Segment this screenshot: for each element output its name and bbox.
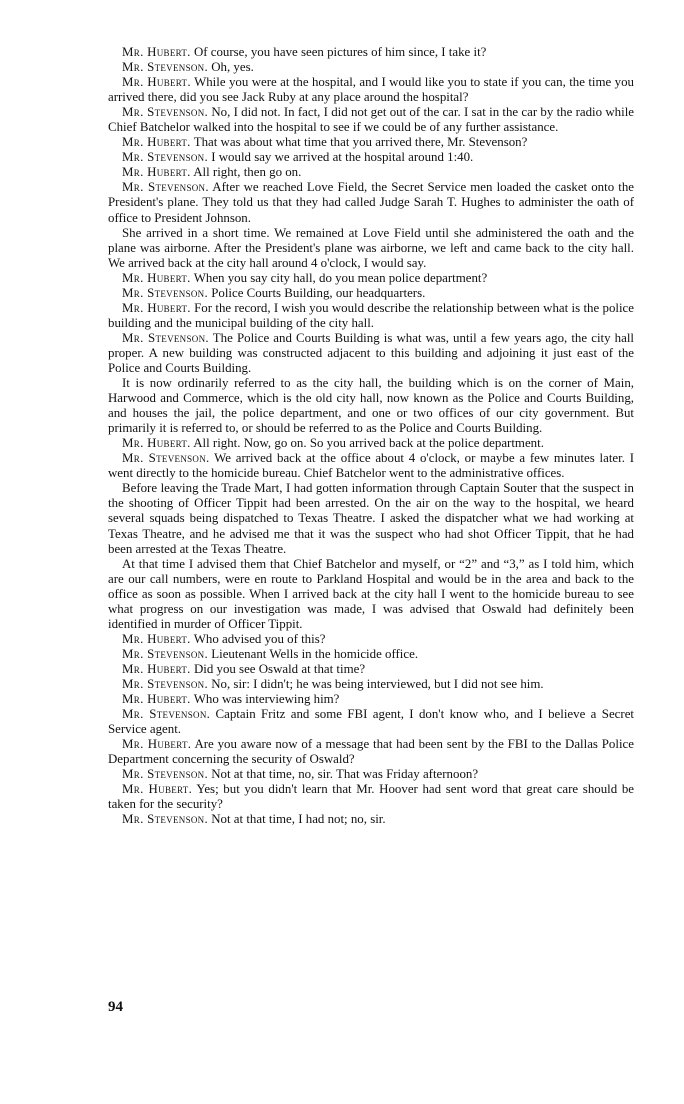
paragraph — [108, 75, 634, 105]
paragraph — [108, 782, 634, 812]
paragraph — [108, 135, 634, 150]
speaker-label: Mr. Stevenson. — [122, 60, 208, 75]
speaker-label: Mr. Stevenson. — [122, 812, 208, 827]
speaker-label: Mr. Hubert. — [122, 737, 192, 752]
speaker-label: Mr. Stevenson. — [122, 330, 209, 345]
paragraph-text: That was about what time that you arrived there, Mr. Stevenson? — [193, 135, 528, 150]
paragraph-text: When you say city hall, do you mean police department? — [193, 270, 488, 285]
paragraph — [108, 271, 634, 286]
paragraph-text: Yes; but you didn't learn that Mr. Hoover had sent word that great care should be taken for the security? — [108, 782, 634, 812]
paragraph-text: We arrived back at the office about 4 o'clock, or maybe a few minutes later. I went directly to the homicide bureau. Chief Batchelor went to the administrative offices. — [108, 451, 634, 481]
paragraph-text: While you were at the hospital, and I would like you to state if you can, the time you arrived there, did you see Jack Ruby at any place around the hospital? — [108, 75, 634, 105]
speaker-label: Mr. Hubert. — [122, 692, 191, 707]
paragraph — [108, 105, 634, 135]
paragraph — [108, 331, 634, 376]
paragraph-text: All right. Now, go on. So you arrived back at the police department. — [193, 436, 544, 451]
paragraph — [108, 767, 634, 782]
paragraph — [108, 737, 634, 767]
paragraph — [108, 707, 634, 737]
paragraph-text: It is now ordinarily referred to as the city hall, the building which is on the corner of Main, Harwood and Commerce, which is the old city hall, now known as the Police and Courts Building, and houses the jail, the police department, and one or two offices of our city government. But primarily it is referred to, or should be referred to as the Police and Courts Building. — [108, 376, 634, 436]
speaker-label: Mr. Hubert. — [122, 300, 191, 315]
paragraph — [108, 632, 634, 647]
speaker-label: Mr. Hubert. — [122, 436, 191, 451]
paragraph-text: Not at that time, I had not; no, sir. — [211, 812, 386, 827]
paragraph — [108, 436, 634, 451]
paragraph-text: Of course, you have seen pictures of him since, I take it? — [193, 45, 487, 59]
speaker-label: Mr. Stevenson. — [122, 646, 208, 661]
paragraph — [108, 662, 634, 677]
paragraph-text: For the record, I wish you would describe the relationship between what is the police building and the municipal building of the city hall. — [108, 300, 635, 330]
paragraph-text: No, sir: I didn't; he was being interviewed, but I did not see him. — [211, 676, 544, 691]
speaker-label: Mr. Hubert. — [122, 165, 191, 180]
paragraph — [108, 301, 634, 331]
paragraph-text: At that time I advised them that Chief Batchelor and myself, or “2” and “3,” as I told him, which are our call numbers, were en route to Parkland Hospital and would be in the area and back to the office as soon as possible. When I arrived back at the city hall I went to the homicide bureau to see what progress on our investigation was made, I was advised that Oswald had definitely been identified in murder of Officer Tippit. — [108, 556, 634, 631]
paragraph — [108, 45, 634, 60]
speaker-label: Mr. Stevenson. — [122, 150, 208, 165]
paragraph-text: Police Courts Building, our headquarters. — [211, 285, 426, 300]
speaker-label: Mr. Stevenson. — [122, 285, 208, 300]
paragraph-text: Did you see Oswald at that time? — [193, 661, 366, 676]
speaker-label: Mr. Hubert. — [122, 75, 191, 90]
speaker-label: Mr. Stevenson. — [122, 451, 210, 466]
paragraph — [108, 692, 634, 707]
speaker-label: Mr. Stevenson. — [122, 707, 211, 722]
paragraph-text: She arrived in a short time. We remained at Love Field until she administered the oath and the plane was airborne. After the President's plane was airborne, we left and came back to the city hall. We arrived back at the city hall around 4 o'clock, I would say. — [108, 225, 634, 270]
speaker-label: Mr. Hubert. — [122, 135, 191, 150]
paragraph-text: Who was interviewing him? — [193, 692, 340, 707]
paragraph — [108, 647, 634, 662]
paragraph — [108, 150, 634, 165]
speaker-label: Mr. Stevenson. — [122, 676, 208, 691]
paragraph — [108, 180, 634, 225]
paragraph — [108, 376, 634, 436]
paragraph-text: I would say we arrived at the hospital around 1:40. — [211, 150, 474, 165]
paragraph — [108, 165, 634, 180]
speaker-label: Mr. Hubert. — [122, 270, 191, 285]
paragraph — [108, 451, 634, 481]
speaker-label: Mr. Hubert. — [122, 631, 191, 646]
paragraph — [108, 812, 634, 827]
paragraph-text: Not at that time, no, sir. That was Friday afternoon? — [211, 767, 479, 782]
paragraph-text: Who advised you of this? — [193, 631, 326, 646]
paragraph-text: After we reached Love Field, the Secret Service men loaded the casket onto the President's plane. They told us that they had called Judge Sarah T. Hughes to administer the oath of office to President Johnson. — [108, 180, 635, 225]
speaker-label: Mr. Stevenson. — [122, 180, 209, 195]
paragraph-text: The Police and Courts Building is what was, until a few years ago, the city hall proper. A new building was constructed adjacent to this building and adjoining it just east of the Police and Courts Building. — [108, 330, 634, 375]
transcript-body — [108, 45, 634, 827]
paragraph-text: Are you aware now of a message that had been sent by the FBI to the Dallas Police Department concerning the security of Oswald? — [108, 737, 634, 767]
paragraph-text: Oh, yes. — [211, 60, 254, 75]
page-number: 94 — [108, 999, 123, 1015]
paragraph-text: Lieutenant Wells in the homicide office. — [211, 646, 419, 661]
paragraph-text: Before leaving the Trade Mart, I had gotten information through Captain Souter that the suspect in the shooting of Officer Tippit had been arrested. On the air on the way to the hospital, we heard several squads being dispatched to Texas Theatre. I asked the dispatcher what we had working at Texas Theatre, and he advised me that it was the suspect who had shot Officer Tippit, that he had been arrested at the Texas Theatre. — [108, 481, 634, 556]
speaker-label: Mr. Stevenson. — [122, 105, 209, 120]
speaker-label: Mr. Hubert. — [122, 661, 191, 676]
paragraph — [108, 60, 634, 75]
paragraph — [108, 557, 634, 632]
speaker-label: Mr. Hubert. — [122, 45, 191, 59]
speaker-label: Mr. Stevenson. — [122, 767, 208, 782]
paragraph — [108, 481, 634, 556]
paragraph — [108, 677, 634, 692]
paragraph-text: Captain Fritz and some FBI agent, I don't know who, and I believe a Secret Service agent. — [108, 707, 634, 737]
paragraph-text: All right, then go on. — [193, 165, 302, 180]
paragraph — [108, 286, 634, 301]
paragraph-text: No, I did not. In fact, I did not get out of the car. I sat in the car by the radio while Chief Batchelor walked into the hospital to see if we could be of any further assistance. — [108, 105, 634, 135]
speaker-label: Mr. Hubert. — [122, 782, 193, 797]
paragraph — [108, 226, 634, 271]
